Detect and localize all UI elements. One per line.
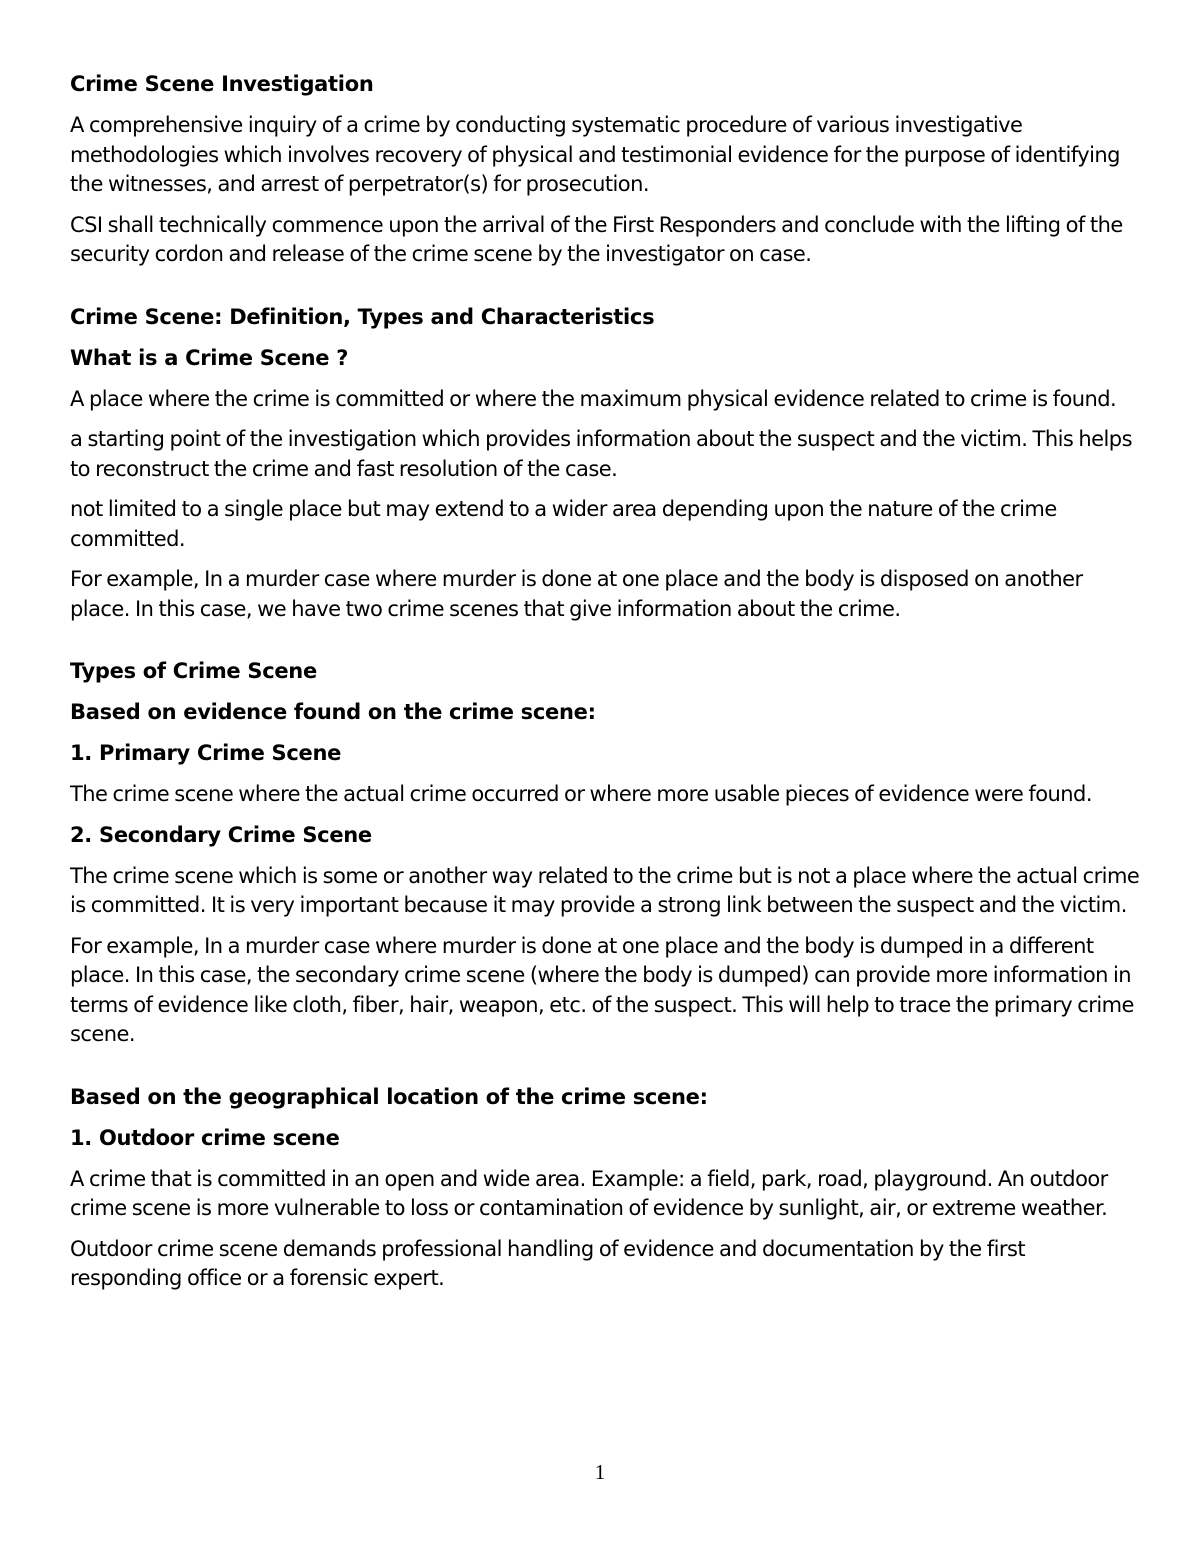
section-heading-definition: Crime Scene: Definition, Types and Characteristics <box>70 304 655 329</box>
section-heading-geographical: Based on the geographical location of the crime scene: <box>70 1084 708 1109</box>
paragraph: A place where the crime is committed or where the maximum physical evidence related to crime is found. <box>70 386 1117 411</box>
paragraph: The crime scene which is some or another way related to the crime but is not a place where the actual crime is committed. It is very important because it may provide a strong link between the suspect and the victim. <box>70 863 1140 917</box>
subheading-what-is: What is a Crime Scene ? <box>70 345 349 370</box>
paragraph: A comprehensive inquiry of a crime by conducting systematic procedure of various investigative methodologies which involves recovery of physical and testimonial evidence for the purpose of identifying the witnesses, and arrest of perpetrator(s) for prosecution. <box>70 113 1120 196</box>
section-heading-csi: Crime Scene Investigation <box>70 72 374 96</box>
page-content <box>70 70 1140 1305</box>
paragraph: a starting point of the investigation which provides information about the suspect and the victim. This helps to reconstruct the crime and fast resolution of the case. <box>70 427 1132 481</box>
section-gap <box>70 635 1140 657</box>
section-heading-types: Types of Crime Scene <box>70 659 317 683</box>
paragraph: For example, In a murder case where murder is done at one place and the body is dumped in a different place. In this case, the secondary crime scene (where the body is dumped) can provide more information in terms of evidence like cloth, fiber, hair, weapon, etc. of the suspect. This will help to trace the primary crime scene. <box>70 933 1134 1046</box>
item-title-secondary: 2. Secondary Crime Scene <box>70 822 372 847</box>
paragraph: Outdoor crime scene demands professional handling of evidence and documentation by the first responding office or a forensic expert. <box>70 1236 1026 1290</box>
section-gap <box>70 281 1140 303</box>
item-title-primary: 1. Primary Crime Scene <box>70 741 342 765</box>
subheading-evidence-based: Based on evidence found on the crime scene: <box>70 700 596 724</box>
paragraph: For example, In a murder case where murder is done at one place and the body is disposed on another place. In this case, we have two crime scenes that give information about the crime. <box>70 567 1083 621</box>
paragraph: A crime that is committed in an open and wide area. Example: a field, park, road, playground. An outdoor crime scene is more vulnerable to loss or contamination of evidence by sunlight, air, or extreme weather. <box>70 1166 1108 1220</box>
paragraph: The crime scene where the actual crime occurred or where more usable pieces of evidence were found. <box>70 782 1092 806</box>
paragraph: not limited to a single place but may extend to a wider area depending upon the nature of the crime committed. <box>70 497 1057 551</box>
page-number: 1 <box>594 1460 606 1484</box>
paragraph: CSI shall technically commence upon the arrival of the First Responders and conclude with the lifting of the security cordon and release of the crime scene by the investigator on case. <box>70 212 1123 266</box>
section-gap <box>70 1061 1140 1083</box>
item-title-outdoor: 1. Outdoor crime scene <box>70 1125 340 1150</box>
